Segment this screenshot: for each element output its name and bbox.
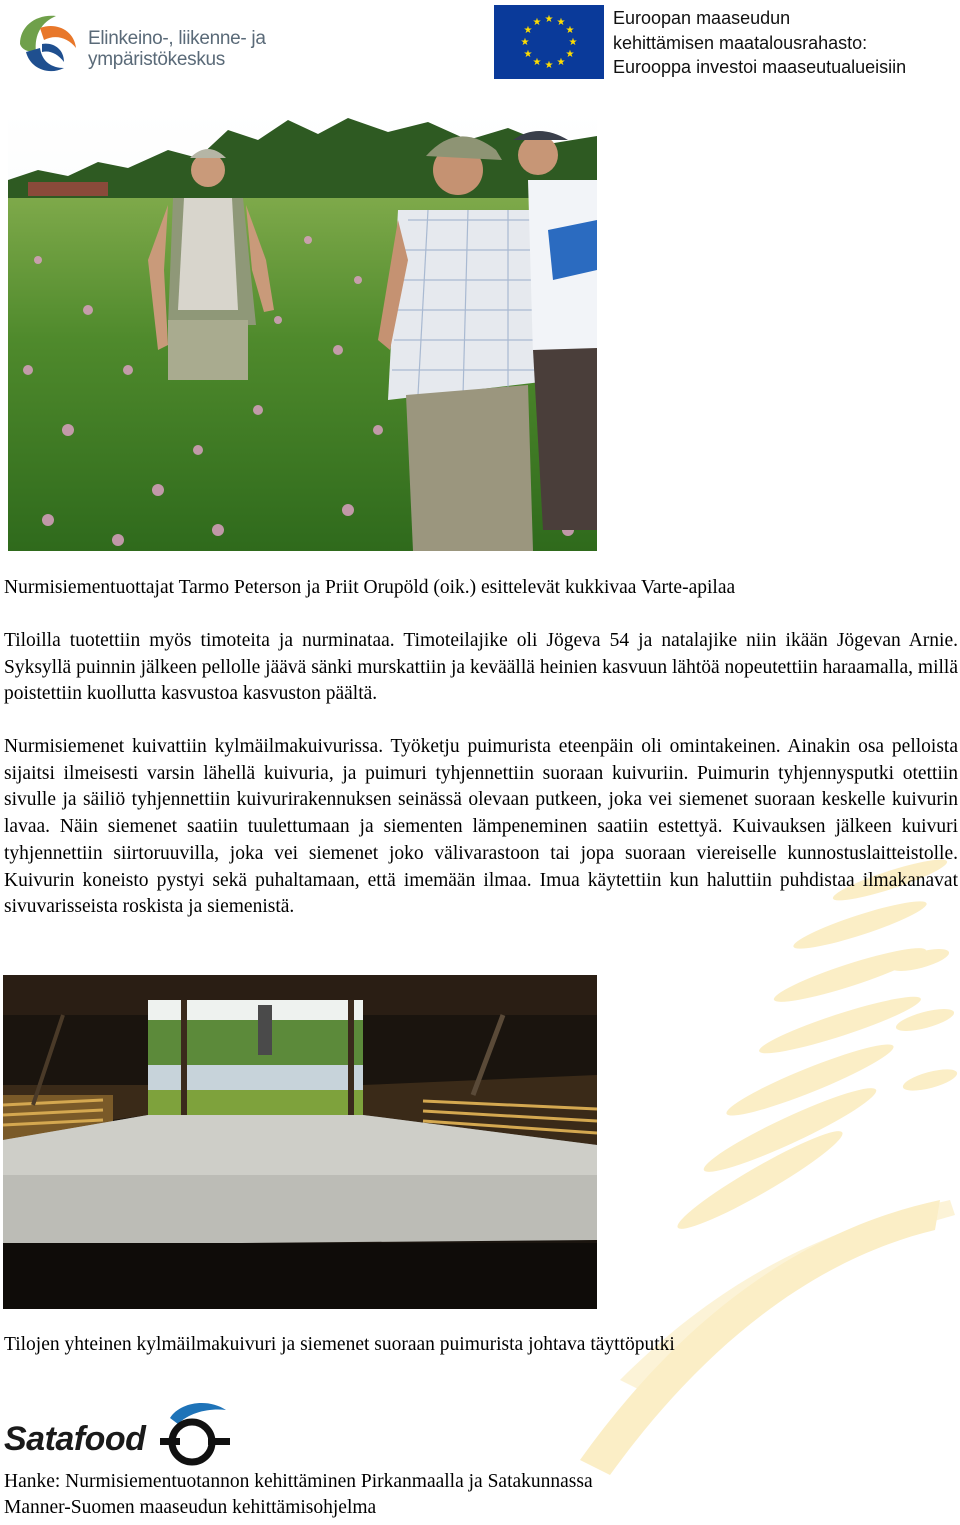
svg-text:★: ★ <box>523 49 533 60</box>
ely-line-2: ympäristökeskus <box>88 49 225 70</box>
svg-text:★: ★ <box>544 60 554 71</box>
svg-text:★: ★ <box>523 25 533 36</box>
svg-text:★: ★ <box>532 57 542 68</box>
eu-line-3: Eurooppa investoi maaseutualueisiin <box>613 57 907 77</box>
eu-line-1: Euroopan maaseudun <box>613 8 791 28</box>
paragraph-seed-drying: Nurmisiemenet kuivattiin kylmäilmakuivurissa. Työketju puimurista eteenpäin oli omintakeinen. Ainakin osa pelloista sijaitsi ilmeisesti varsin lähellä kuivuria, ja puimuri tyhjennettiin suoraan kuivuriin. Puimurin tyhjennysputki otettiin sivulle ja säiliö tyhjennettiin kuivurirakennuksen seinässä olevaan putkeen, joka vei siemenet suoraan keskelle kuivurin lavaa. Näin siemenet saatiin tuulettumaan ja siementen lämpeneminen saatiin estettyä. Kuivauksen jälkeen kuivuri tyhjennettiin siirtoruuvilla, joka vei siemenet joko välivarastoon tai jopa suoraan viereiselle kunnostuslaitteistolle. Kuivurin koneisto pystyi sekä puhaltamaan, että imemään ilmaa. Imua käytettiin kun haluttiin puhdistaa ilmakanavat sivuvarisseista roskista ja siemenistä. <box>4 736 958 918</box>
paragraph-grass-varieties: Tiloilla tuotettiin myös timoteita ja nurminataa. Timoteilajike oli Jögeva 54 ja natalajike niin ikään Jögevan Arnie. Syksyllä puinnin jälkeen pellolle jäävä sänki murskattiin ja keväällä heinien kasvuun lähtöä nopeutettiin haraamalla, millä poistettiin kuollutta kasvustoa kasvuston päältä. <box>4 630 958 705</box>
footer-program: Manner-Suomen maaseudun kehittämisohjelma <box>4 1497 377 1518</box>
eu-fund-name <box>613 6 906 80</box>
ely-line-1: Elinkeino-, liikenne- ja <box>88 28 266 49</box>
svg-text:★: ★ <box>565 49 575 60</box>
photo-cold-air-dryer <box>3 975 597 1309</box>
photo1-caption: Nurmisiementuottajat Tarmo Peterson ja Priit Orupöld (oik.) esittelevät kukkivaa Varte-apilaa <box>4 577 736 598</box>
svg-text:★: ★ <box>520 37 530 48</box>
svg-text:★: ★ <box>556 57 566 68</box>
footer-project: Hanke: Nurmisiementuotannon kehittäminen Pirkanmaalla ja Satakunnassa <box>4 1471 593 1492</box>
svg-text:★: ★ <box>568 37 578 48</box>
eu-line-2: kehittämisen maatalousrahasto: <box>613 32 868 53</box>
svg-text:★: ★ <box>532 17 542 28</box>
eu-flag-icon <box>494 5 604 79</box>
svg-text:★: ★ <box>565 25 575 36</box>
photo2-caption: Tilojen yhteinen kylmäilmakuivuri ja siemenet suoraan puimurista johtava täyttöputki <box>4 1334 675 1355</box>
ely-centre-logo <box>12 8 84 80</box>
satafood-logo-icon <box>150 1400 235 1468</box>
satafood-logo-text: Satafood <box>4 1420 146 1458</box>
ely-centre-name <box>88 28 266 70</box>
svg-text:★: ★ <box>556 17 566 28</box>
photo-clover-field <box>8 110 597 551</box>
svg-text:★: ★ <box>544 14 554 25</box>
